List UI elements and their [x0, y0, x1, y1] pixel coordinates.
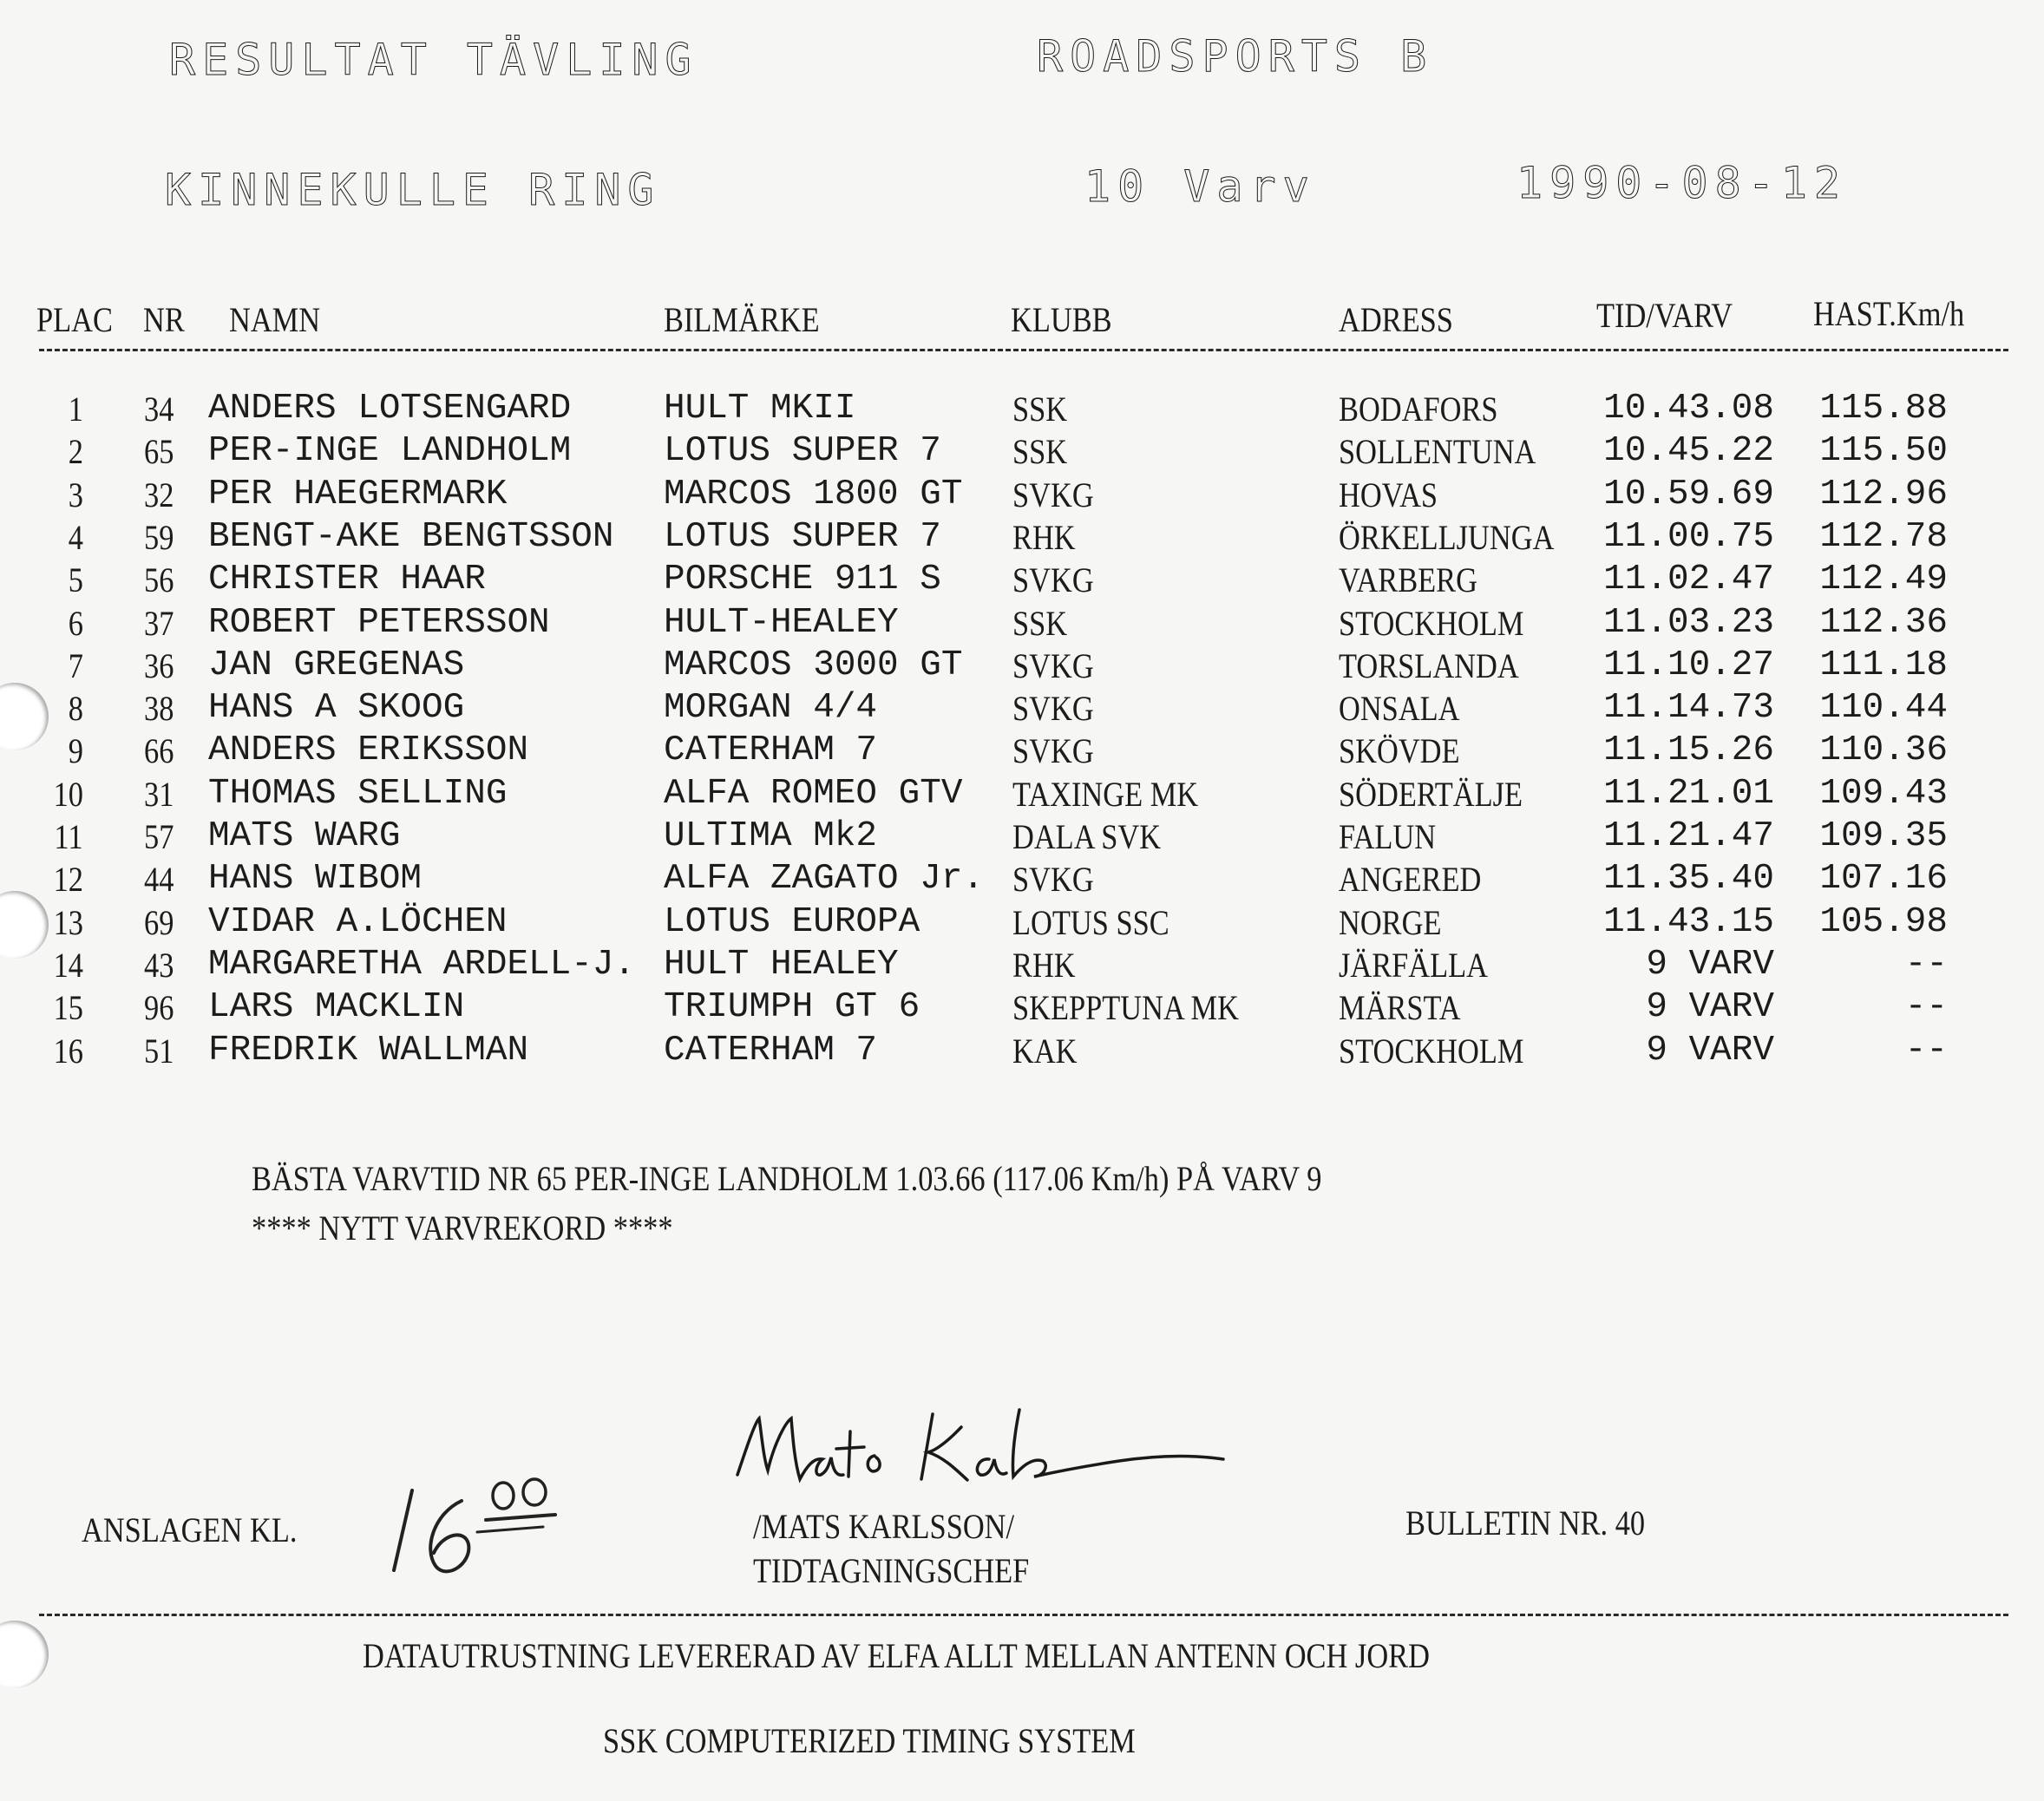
row-address: NORGE	[1339, 902, 1442, 942]
best-lap-note: BÄSTA VARVTID NR 65 PER-INGE LANDHOLM 1.03.66 (117.06 Km/h) PÅ VARV 9	[252, 1159, 1322, 1198]
table-row	[0, 517, 2044, 560]
table-row	[0, 774, 2044, 817]
row-name: LARS MACKLIN	[208, 987, 465, 1028]
col-bilmarke: BILMÄRKE	[664, 300, 820, 339]
row-speed: 109.43	[1819, 773, 1948, 814]
row-plac: 1	[68, 390, 83, 429]
col-plac: PLAC	[36, 300, 113, 339]
row-name: PER-INGE LANDHOLM	[208, 431, 572, 472]
row-nr: 69	[144, 902, 174, 942]
col-nr: NR	[143, 300, 185, 339]
table-row	[0, 688, 2044, 731]
row-nr: 37	[144, 603, 174, 643]
row-name: FREDRIK WALLMAN	[208, 1030, 529, 1071]
posted-label: ANSLAGEN KL.	[82, 1510, 298, 1549]
row-speed: 112.36	[1819, 602, 1948, 643]
row-speed: --	[1904, 944, 1948, 985]
title-left: RESULTAT TÄVLING	[169, 35, 698, 85]
row-name: ROBERT PETERSSON	[208, 602, 550, 643]
col-hast: HAST.Km/h	[1813, 294, 1965, 333]
row-plac: 13	[53, 902, 83, 942]
row-address: FALUN	[1339, 817, 1437, 856]
row-club: SSK	[1012, 603, 1068, 643]
row-time: 11.10.27	[1603, 645, 1774, 685]
row-car: MORGAN 4/4	[664, 688, 878, 729]
row-car: LOTUS SUPER 7	[664, 431, 941, 472]
row-club: SVKG	[1012, 560, 1094, 600]
row-time: 11.21.01	[1603, 773, 1774, 814]
row-name: CHRISTER HAAR	[208, 560, 486, 600]
signer-title: TIDTAGNINGSCHEF	[753, 1551, 1030, 1590]
row-address: STOCKHOLM	[1339, 1031, 1524, 1071]
col-namn: NAMN	[229, 300, 321, 339]
row-speed: 112.78	[1819, 516, 1948, 557]
row-speed: 112.49	[1819, 560, 1948, 600]
row-car: LOTUS EUROPA	[664, 901, 920, 942]
signer-name: /MATS KARLSSON/	[753, 1507, 1015, 1546]
table-row	[0, 389, 2044, 432]
row-plac: 14	[53, 945, 83, 985]
row-address: ONSALA	[1339, 689, 1460, 729]
row-plac: 8	[68, 689, 83, 729]
row-time: 9 VARV	[1646, 1030, 1774, 1071]
row-car: MARCOS 1800 GT	[664, 474, 963, 514]
row-club: KAK	[1012, 1031, 1078, 1071]
row-name: ANDERS LOTSENGARD	[208, 389, 572, 429]
row-nr: 44	[144, 860, 174, 900]
row-time: 11.43.15	[1603, 901, 1774, 942]
row-nr: 32	[144, 475, 174, 514]
row-address: TORSLANDA	[1339, 645, 1519, 685]
row-club: SVKG	[1012, 689, 1094, 729]
row-speed: 111.18	[1819, 645, 1948, 685]
row-club: SVKG	[1012, 860, 1094, 900]
row-speed: 109.35	[1819, 816, 1948, 856]
row-time: 10.45.22	[1603, 431, 1774, 472]
row-name: MATS WARG	[208, 816, 401, 856]
row-car: CATERHAM 7	[664, 730, 878, 771]
equipment-credit: DATAUTRUSTNING LEVERERAD AV ELFA ALLT MELLAN ANTENN OCH JORD	[363, 1636, 1430, 1675]
row-nr: 34	[144, 390, 174, 429]
row-address: BODAFORS	[1339, 390, 1498, 429]
row-nr: 38	[144, 689, 174, 729]
row-address: ANGERED	[1339, 860, 1482, 900]
row-nr: 43	[144, 945, 174, 985]
row-car: ALFA ZAGATO Jr.	[664, 859, 985, 900]
row-time: 11.21.47	[1603, 816, 1774, 856]
row-nr: 31	[144, 774, 174, 814]
table-row	[0, 945, 2044, 988]
table-row	[0, 560, 2044, 603]
row-time: 11.14.73	[1603, 688, 1774, 729]
footer-divider	[39, 1614, 2008, 1616]
row-address: HOVAS	[1339, 475, 1438, 514]
table-row	[0, 431, 2044, 475]
row-name: MARGARETHA ARDELL-J.	[208, 944, 636, 985]
row-time: 10.43.08	[1603, 389, 1774, 429]
row-car: ALFA ROMEO GTV	[664, 773, 963, 814]
table-row	[0, 730, 2044, 774]
row-speed: 110.36	[1819, 730, 1948, 771]
row-time: 9 VARV	[1646, 987, 1774, 1028]
row-name: HANS WIBOM	[208, 859, 423, 900]
row-address: SKÖVDE	[1339, 731, 1460, 771]
row-speed: --	[1904, 987, 1948, 1028]
row-club: SVKG	[1012, 731, 1094, 771]
row-car: ULTIMA Mk2	[664, 816, 878, 856]
row-plac: 11	[54, 817, 83, 856]
row-plac: 6	[68, 603, 83, 643]
row-plac: 3	[68, 475, 83, 514]
row-club: DALA SVK	[1012, 817, 1162, 856]
row-speed: 115.50	[1819, 431, 1948, 472]
row-speed: --	[1904, 1030, 1948, 1071]
row-plac: 16	[53, 1031, 83, 1071]
row-name: BENGT-AKE BENGTSSON	[208, 516, 614, 557]
row-plac: 4	[68, 517, 83, 557]
row-name: VIDAR A.LÖCHEN	[208, 901, 508, 942]
title-right: ROADSPORTS B	[1037, 31, 1434, 82]
timing-system: SSK COMPUTERIZED TIMING SYSTEM	[603, 1721, 1136, 1760]
row-time: 11.00.75	[1603, 516, 1774, 557]
row-club: RHK	[1012, 517, 1076, 557]
row-car: HULT HEALEY	[664, 944, 899, 985]
row-plac: 15	[53, 988, 83, 1028]
row-club: SVKG	[1012, 645, 1094, 685]
row-car: TRIUMPH GT 6	[664, 987, 920, 1028]
row-car: MARCOS 3000 GT	[664, 645, 963, 685]
row-plac: 7	[68, 645, 83, 685]
header-divider	[39, 349, 2008, 351]
row-car: HULT-HEALEY	[664, 602, 899, 643]
col-klubb: KLUBB	[1011, 300, 1112, 339]
row-plac: 5	[68, 560, 83, 600]
row-club: LOTUS SSC	[1012, 902, 1169, 942]
row-club: SSK	[1012, 432, 1068, 472]
row-club: RHK	[1012, 945, 1076, 985]
row-address: STOCKHOLM	[1339, 603, 1524, 643]
row-time: 10.59.69	[1603, 474, 1774, 514]
row-speed: 107.16	[1819, 859, 1948, 900]
row-nr: 51	[144, 1031, 174, 1071]
row-address: VARBERG	[1339, 560, 1477, 600]
row-address: JÄRFÄLLA	[1339, 945, 1489, 985]
row-speed: 115.88	[1819, 389, 1948, 429]
row-club: SVKG	[1012, 475, 1094, 514]
row-time: 11.02.47	[1603, 560, 1774, 600]
row-speed: 105.98	[1819, 901, 1948, 942]
row-time: 11.35.40	[1603, 859, 1774, 900]
row-club: SKEPPTUNA MK	[1012, 988, 1239, 1028]
row-name: PER HAEGERMARK	[208, 474, 508, 514]
row-club: TAXINGE MK	[1012, 774, 1199, 814]
race-date: 1990-08-12	[1517, 158, 1848, 208]
row-nr: 36	[144, 645, 174, 685]
row-address: MÄRSTA	[1339, 988, 1461, 1028]
row-time: 9 VARV	[1646, 944, 1774, 985]
row-name: ANDERS ERIKSSON	[208, 730, 529, 771]
row-speed: 112.96	[1819, 474, 1948, 514]
row-car: LOTUS SUPER 7	[664, 516, 941, 557]
row-nr: 96	[144, 988, 174, 1028]
row-name: THOMAS SELLING	[208, 773, 508, 814]
row-address: ÖRKELLJUNGA	[1339, 517, 1555, 557]
row-address: SÖDERTÄLJE	[1339, 774, 1523, 814]
track-name: KINNEKULLE RING	[165, 165, 661, 215]
row-car: CATERHAM 7	[664, 1030, 878, 1071]
table-row	[0, 475, 2044, 518]
table-row	[0, 859, 2044, 902]
row-name: HANS A SKOOG	[208, 688, 465, 729]
row-plac: 12	[53, 860, 83, 900]
row-nr: 57	[144, 817, 174, 856]
row-plac: 10	[53, 774, 83, 814]
punch-hole-bottom	[0, 1621, 49, 1688]
record-note: **** NYTT VARVREKORD ****	[252, 1208, 673, 1248]
row-car: HULT MKII	[664, 389, 856, 429]
row-nr: 59	[144, 517, 174, 557]
row-time: 11.03.23	[1603, 602, 1774, 643]
lap-count: 10 Varv	[1084, 161, 1316, 212]
row-name: JAN GREGENAS	[208, 645, 465, 685]
table-row	[0, 645, 2044, 689]
col-adress: ADRESS	[1339, 300, 1453, 339]
bulletin-number: BULLETIN NR. 40	[1405, 1503, 1646, 1542]
row-speed: 110.44	[1819, 688, 1948, 729]
row-car: PORSCHE 911 S	[664, 560, 941, 600]
table-row	[0, 987, 2044, 1031]
row-plac: 2	[68, 432, 83, 472]
row-nr: 66	[144, 731, 174, 771]
row-time: 11.15.26	[1603, 730, 1774, 771]
col-tid-varv: TID/VARV	[1596, 296, 1733, 335]
row-nr: 65	[144, 432, 174, 472]
table-row	[0, 603, 2044, 646]
row-plac: 9	[68, 731, 83, 771]
table-row	[0, 816, 2044, 860]
row-nr: 56	[144, 560, 174, 600]
table-row	[0, 1031, 2044, 1074]
row-club: SSK	[1012, 390, 1068, 429]
table-row	[0, 902, 2044, 946]
row-address: SOLLENTUNA	[1339, 432, 1536, 472]
